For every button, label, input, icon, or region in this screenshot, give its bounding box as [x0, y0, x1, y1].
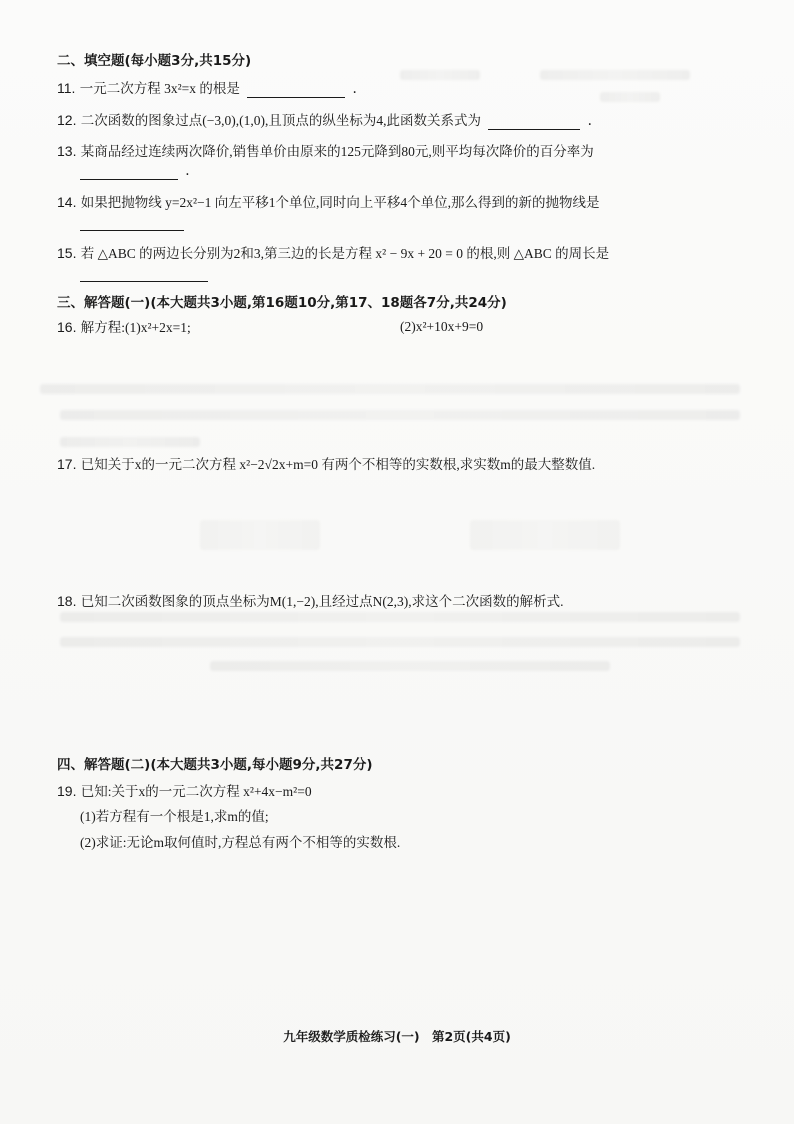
question-text: 一元二次方程 3x²=x 的根是 — [79, 81, 240, 96]
bleed-mark — [200, 520, 320, 550]
question-tail: . — [587, 113, 592, 129]
question-number: 15. — [57, 245, 77, 261]
answer-blank[interactable] — [80, 267, 208, 282]
question-text: 解方程:(1)x²+2x=1; — [80, 320, 191, 335]
bleed-mark — [470, 520, 620, 550]
section-2-title: 二、填空题(每小题3分,共15分) — [57, 53, 252, 69]
question-16-part-2: (2)x²+10x+9=0 — [400, 319, 484, 334]
question-19 — [57, 782, 312, 801]
question-19-part-2: (2)求证:无论m取何值时,方程总有两个不相等的实数根. — [80, 835, 401, 850]
question-17 — [57, 455, 595, 474]
question-19-part-1: (1)若方程有一个根是1,求m的值; — [80, 809, 269, 824]
question-tail: . — [185, 163, 190, 179]
question-13-answer-line — [80, 162, 190, 180]
question-number: 12. — [57, 112, 77, 128]
bleed-mark — [400, 70, 480, 80]
question-14-answer-line — [80, 213, 187, 231]
bleed-mark — [210, 661, 610, 671]
question-13 — [57, 142, 594, 161]
footer-exam-title: 九年级数学质检练习(一) — [283, 1029, 420, 1044]
question-number: 19. — [57, 783, 77, 799]
question-text: 已知:关于x的一元二次方程 x²+4x−m²=0 — [80, 784, 312, 799]
question-text: 已知关于x的一元二次方程 x²−2√2x+m=0 有两个不相等的实数根,求实数m的最大整数值. — [80, 457, 596, 472]
question-11 — [57, 79, 357, 98]
question-16 — [57, 318, 191, 337]
footer-page-number: 第2页(共4页) — [431, 1029, 511, 1044]
question-15 — [57, 244, 609, 263]
question-15-answer-line — [80, 264, 211, 282]
answer-blank[interactable] — [247, 83, 345, 98]
question-number: 16. — [57, 319, 77, 335]
question-tail: . — [352, 81, 357, 97]
section-4-title: 四、解答题(二)(本大题共3小题,每小题9分,共27分) — [57, 757, 373, 773]
bleed-mark — [60, 612, 740, 622]
question-number: 18. — [57, 593, 77, 609]
question-number: 17. — [57, 456, 77, 472]
answer-blank[interactable] — [80, 216, 184, 231]
question-14 — [57, 193, 600, 212]
question-text: 如果把抛物线 y=2x²−1 向左平移1个单位,同时向上平移4个单位,那么得到的新的抛物线是 — [80, 195, 600, 210]
question-number: 14. — [57, 194, 77, 210]
bleed-mark — [600, 92, 660, 102]
question-number: 11. — [57, 80, 76, 96]
answer-blank[interactable] — [488, 115, 580, 130]
bleed-mark — [540, 70, 690, 80]
question-text: 二次函数的图象过点(−3,0),(1,0),且顶点的纵坐标为4,此函数关系式为 — [80, 113, 481, 128]
bleed-mark — [60, 410, 740, 420]
section-3-title: 三、解答题(一)(本大题共3小题,第16题10分,第17、18题各7分,共24分) — [57, 295, 507, 311]
page-footer — [0, 1027, 794, 1045]
bleed-mark — [60, 437, 200, 447]
question-12 — [57, 111, 592, 130]
question-text: 已知二次函数图象的顶点坐标为M(1,−2),且经过点N(2,3),求这个二次函数的解析式. — [80, 594, 564, 609]
bleed-mark — [60, 637, 740, 647]
question-18 — [57, 592, 564, 611]
answer-blank[interactable] — [80, 165, 178, 180]
bleed-mark — [40, 384, 740, 394]
question-text: 某商品经过连续两次降价,销售单价由原来的125元降到80元,则平均每次降价的百分率为 — [80, 144, 594, 159]
question-text: 若 △ABC 的两边长分别为2和3,第三边的长是方程 x² − 9x + 20 = 0 的根,则 △ABC 的周长是 — [80, 246, 610, 261]
question-number: 13. — [57, 143, 77, 159]
